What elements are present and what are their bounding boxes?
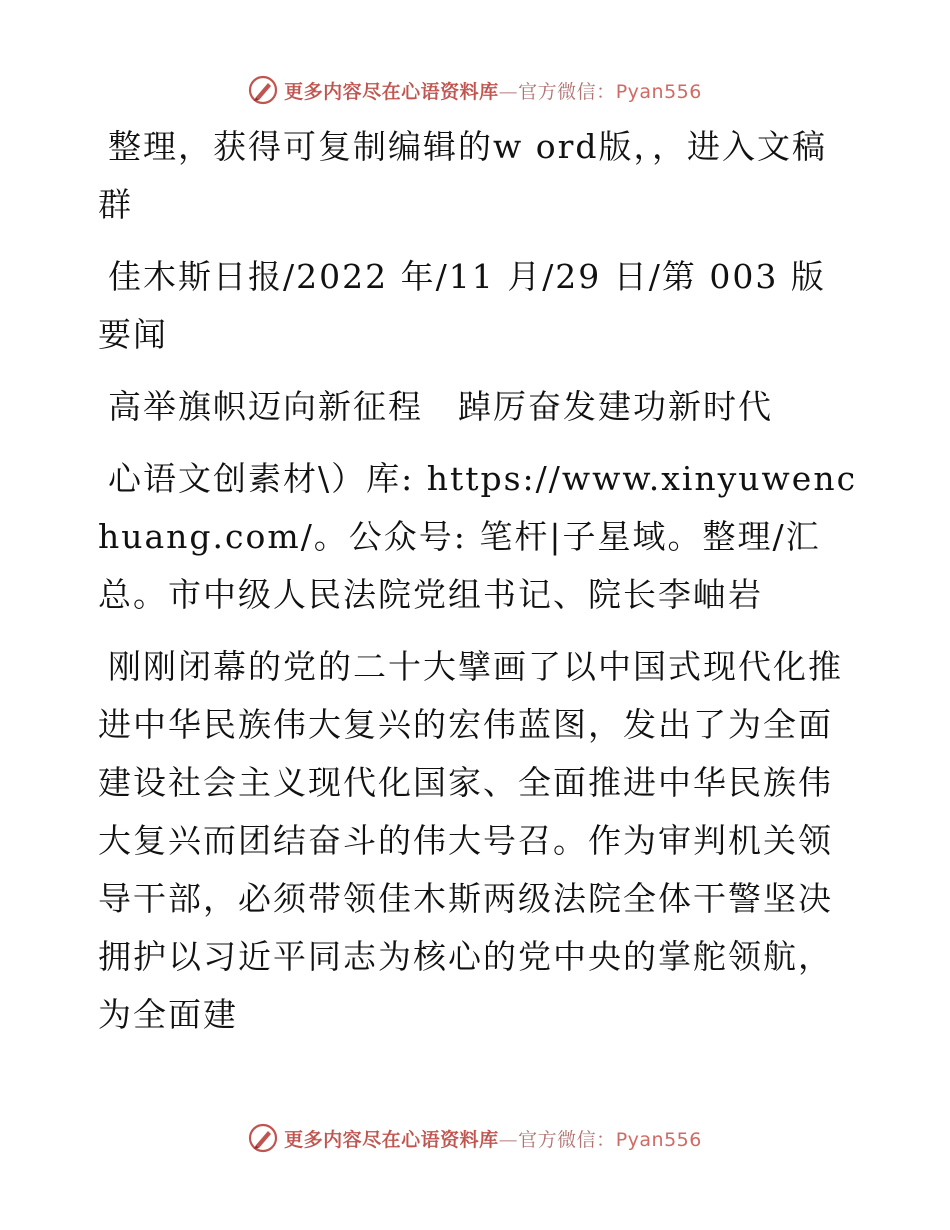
footer-banner [0,1118,950,1158]
footer-banner-text: 更多内容尽在心语资料库—官方微信：Pyan556 [284,1128,702,1151]
paragraph-author-info: 心语文创素材\）库: https://www.xinyuwenchuang.com/。公众号: 笔杆|子星域。整理/汇总。市中级人民法院党组书记、院长李岫岩 [98,459,858,614]
pen-logo-icon [248,1123,278,1153]
document-body [98,118,858,1058]
pen-logo-icon [248,75,278,105]
paragraph-publication-info: 佳木斯日报/2022 年/11 月/29 日/第 003 版要闻 [98,257,826,354]
header-banner-text: 更多内容尽在心语资料库—官方微信：Pyan556 [284,80,702,103]
paragraph-source-note: 整理，获得可复制编辑的w ord版，，进入文稿群 [98,127,828,224]
header-banner [0,70,950,110]
article-title: 高举旗帜迈向新征程 踔厉奋发建功新时代 [108,387,773,426]
paragraph-body: 刚刚闭幕的党的二十大擘画了以中国式现代化推进中华民族伟大复兴的宏伟蓝图，发出了为全面建设社会主义现代化国家、全面推进中华民族伟大复兴而团结奋斗的伟大号召。作为审判机关领导干部，必须带领佳木斯两级法院全体干警坚决拥护以习近平同志为核心的党中央的掌舵领航，为全面建 [98,647,843,1034]
